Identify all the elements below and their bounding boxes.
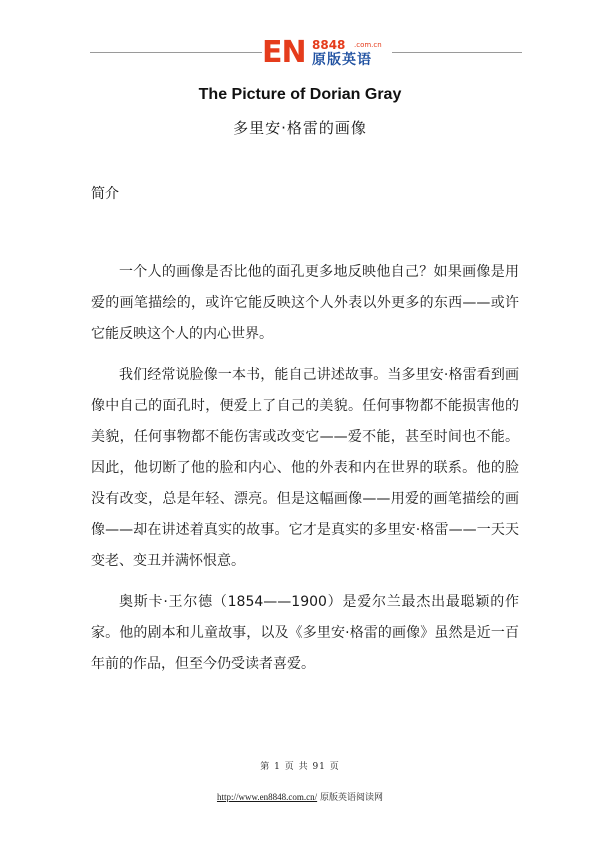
pages-label: 页	[329, 762, 340, 772]
footer-url-link[interactable]: http://www.en8848.com.cn/	[216, 792, 318, 802]
section-heading: 简介	[91, 186, 119, 202]
page-of-label: 页 共	[284, 762, 309, 772]
logo-number: 8848	[312, 38, 346, 52]
total-pages: 91	[312, 762, 326, 772]
logo-domain: .com.cn	[354, 41, 382, 49]
book-title-english: The Picture of Dorian Gray	[198, 86, 402, 103]
current-page: 1	[274, 762, 281, 772]
page-indicator	[0, 759, 600, 772]
paragraph: 奥斯卡·王尔德（1854——1900）是爱尔兰最杰出最聪颖的作家。他的剧本和儿童故事，以及《多里安·格雷的画像》虽然是近一百年前的作品，但至今仍受读者喜爱。	[91, 594, 519, 672]
footer	[0, 790, 600, 803]
intro-body	[91, 257, 519, 690]
site-logo[interactable]	[262, 36, 392, 70]
logo-chinese-name: 原版英语	[312, 52, 372, 68]
book-title-chinese: 多里安·格雷的画像	[233, 119, 367, 137]
paragraph: 一个人的画像是否比他的面孔更多地反映他自己？如果画像是用爱的画笔描绘的，或许它能反映这个人外表以外更多的东西——或许它能反映这个人的内心世界。	[91, 264, 519, 342]
logo-en-mark: EN	[262, 35, 306, 70]
footer-site-name: 原版英语阅读网	[320, 793, 384, 803]
paragraph: 我们经常说脸像一本书，能自己讲述故事。当多里安·格雷看到画像中自己的面孔时，便爱上了自己的美貌。任何事物都不能损害他的美貌，任何事物都不能伤害或改变它——爱不能，甚至时间也不能。因此，他切断了他的脸和内心、他的外表和内在世界的联系。他的脸没有改变，总是年轻、漂亮。但是这幅画像——用爱的画笔描绘的画像——却在讲述着真实的故事。它才是真实的多里安·格雷——一天天变老、变丑并满怀恨意。	[91, 367, 519, 569]
page-label: 第	[260, 762, 271, 772]
